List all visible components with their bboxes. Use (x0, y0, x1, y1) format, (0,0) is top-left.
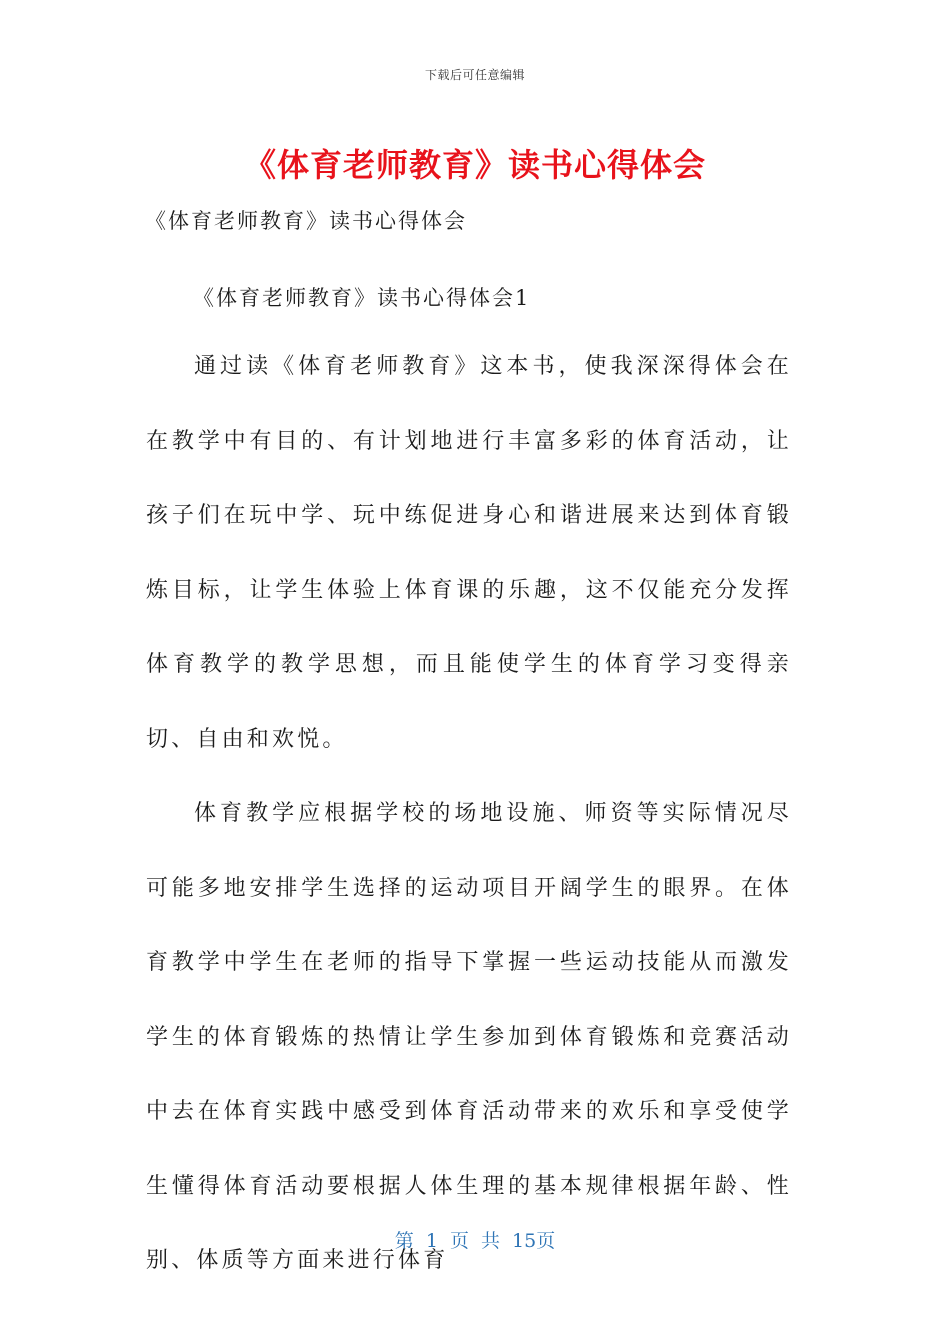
document-subtitle: 《体育老师教育》读书心得体会 (145, 209, 467, 233)
body-text (146, 330, 792, 1299)
header-note: 下载后可任意编辑 (424, 68, 525, 82)
paragraph: 通过读《体育老师教育》这本书，使我深深得体会在在教学中有目的、有计划地进行丰富多彩的体育活动，让孩子们在玩中学、玩中练促进身心和谐进展来达到体育锻炼目标，让学生体验上体育课的乐趣，这不仅能充分发挥体育教学的教学思想，而且能使学生的体育学习变得亲切、自由和欢悦。 (146, 354, 792, 752)
page-number-footer: 第 1 页 共 15页 (394, 1230, 556, 1252)
section-heading: 《体育老师教育》读书心得体会1 (193, 286, 531, 310)
paragraph: 体育教学应根据学校的场地设施、师资等实际情况尽可能多地安排学生选择的运动项目开阔学生的眼界。在体育教学中学生在老师的指导下掌握一些运动技能从而激发学生的体育锻炼的热情让学生参加到体育锻炼和竞赛活动中去在体育实践中感受到体育活动带来的欢乐和享受使学生懂得体育活动要根据人体生理的基本规律根据年龄、性别、体质等方面来进行体育 (146, 801, 792, 1273)
document-title: 《体育老师教育》读书心得体会 (243, 146, 706, 184)
